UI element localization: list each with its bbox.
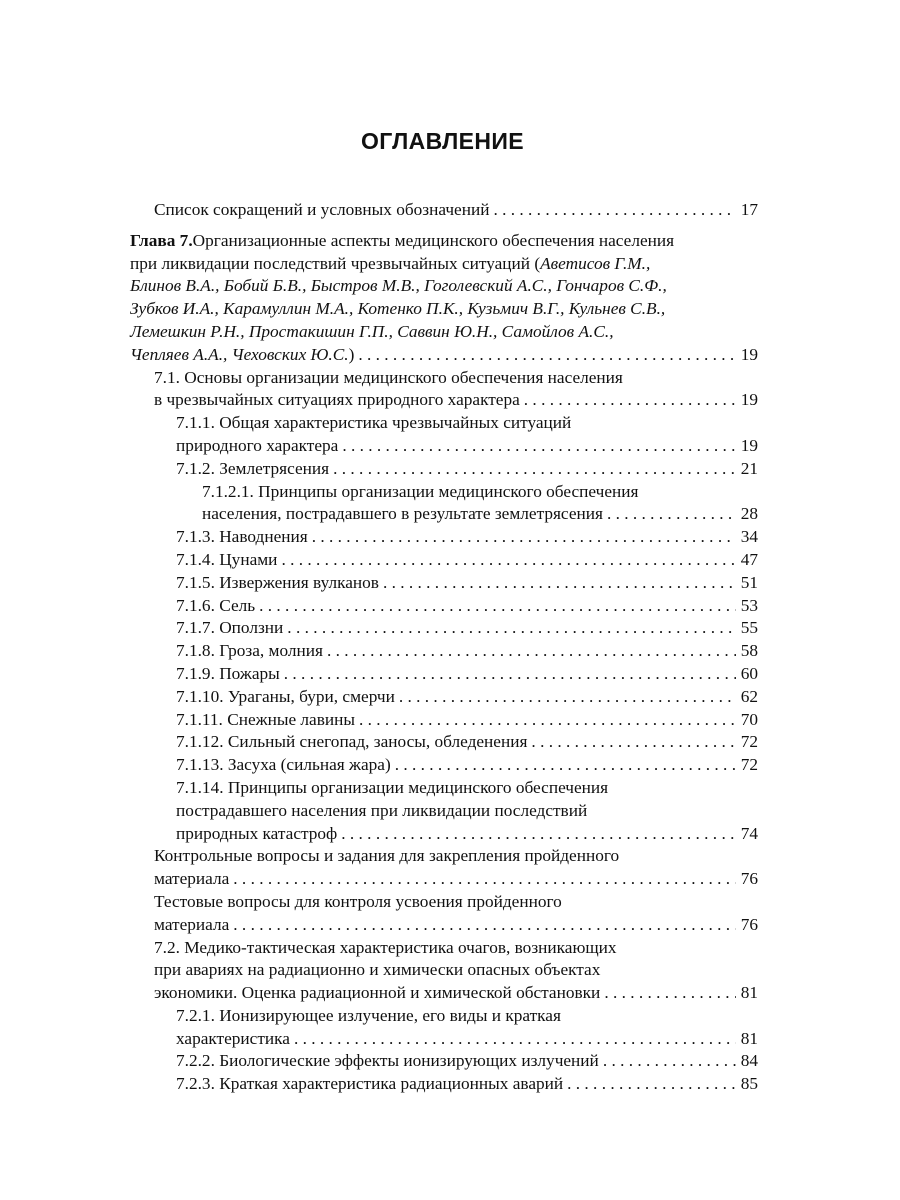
toc-entry-title: Список сокращений и условных обозначений	[154, 200, 490, 219]
toc-entry-7-1-2-1[interactable]	[130, 481, 758, 527]
toc-entry-title: характеристика	[176, 1028, 290, 1048]
leader-dots	[524, 389, 736, 412]
leader-dots	[395, 754, 736, 777]
toc-entry-title: 7.1.11. Снежные лавины	[176, 709, 355, 729]
toc-entry-title: 7.1.4. Цунами	[176, 549, 278, 569]
toc-entry-title: 7.1.7. Оползни	[176, 618, 284, 638]
toc-entry-title: Контрольные вопросы и задания для закрепления пройденного	[154, 846, 620, 866]
toc-entry-title: 7.1.14. Принципы организации медицинского обеспечения	[176, 777, 609, 797]
chapter-title: Организационные аспекты медицинского обеспечения населения	[192, 230, 675, 250]
chapter-authors: Чепляев А.А., Чеховских Ю.С.	[130, 344, 349, 364]
toc-entry-7-1-10[interactable]	[130, 686, 758, 709]
leader-dots	[287, 617, 736, 640]
toc-entry-title: 7.1.3. Наводнения	[176, 527, 308, 547]
toc-page-number: 53	[740, 595, 758, 615]
chapter-authors: Зубков И.А., Карамуллин М.А., Котенко П.К., Кузьмич В.Г., Кульнев С.В.,	[130, 299, 666, 319]
toc-entry-7-1-8[interactable]	[130, 640, 758, 663]
toc-page-number: 84	[740, 1051, 758, 1071]
toc-page-number: 19	[740, 344, 758, 364]
toc-entry-7-1-1[interactable]	[130, 412, 758, 458]
leader-dots	[294, 1028, 736, 1051]
toc-entry-7-1-12[interactable]	[130, 731, 758, 754]
leader-dots	[281, 549, 736, 572]
toc-entry-title: 7.2.3. Краткая характеристика радиационных аварий	[176, 1074, 564, 1094]
toc-entry-title: пострадавшего населения при ликвидации последствий	[176, 800, 588, 820]
toc-page-number: 72	[740, 732, 758, 752]
leader-dots	[284, 663, 736, 686]
page-title: ОГЛАВЛЕНИЕ	[360, 128, 525, 154]
toc-page-number: 76	[740, 869, 758, 889]
toc-entry-title: 7.1.12. Сильный снегопад, заносы, обледенения	[176, 732, 528, 752]
toc-entry-title: 7.1.10. Ураганы, бури, смерчи	[176, 686, 395, 706]
toc-entry-7-1-6[interactable]	[130, 595, 758, 618]
toc-entry-title: 7.1.2.1. Принципы организации медицинского обеспечения	[202, 481, 639, 501]
toc-entry-title: при авариях на радиационно и химически опасных объектах	[154, 960, 601, 980]
leader-dots	[312, 526, 736, 549]
chapter-authors: Аветисов Г.М.,	[540, 253, 651, 273]
toc-entry-7-1-13[interactable]	[130, 754, 758, 777]
leader-dots	[567, 1073, 736, 1096]
toc-entry-7-1-3[interactable]	[130, 526, 758, 549]
toc-entry-title: 7.2. Медико-тактическая характеристика очагов, возникающих	[154, 937, 617, 957]
leader-dots	[399, 686, 736, 709]
chapter-authors: Лемешкин Р.Н., Простакишин Г.П., Саввин Ю.Н., Самойлов А.С.,	[130, 321, 614, 341]
leader-dots	[341, 823, 736, 846]
toc-page-number: 76	[740, 914, 758, 934]
leader-dots	[233, 914, 736, 937]
toc-page-number: 21	[740, 458, 758, 478]
leader-dots	[342, 435, 736, 458]
toc-entry-title: 7.1.8. Гроза, молния	[176, 641, 323, 661]
toc-entry-7-2-3[interactable]	[130, 1073, 758, 1096]
toc-page-number: 60	[740, 663, 758, 683]
leader-dots	[233, 868, 736, 891]
toc-page-number: 74	[740, 823, 758, 843]
toc-entry-title: 7.1.2. Землетрясения	[176, 458, 330, 478]
toc-entry-title: материала	[154, 914, 230, 934]
toc-page-number: 34	[740, 527, 758, 547]
toc-page-number: 62	[740, 686, 758, 706]
toc-entry-title: 7.1.5. Извержения вулканов	[176, 572, 379, 592]
toc-page-number: 85	[740, 1074, 758, 1094]
toc-entry-title: населения, пострадавшего в результате землетрясения	[202, 504, 603, 524]
toc-entry-title: Тестовые вопросы для контроля усвоения пройденного	[154, 891, 562, 911]
toc-entry-title: природных катастроф	[176, 823, 338, 843]
toc-entry-abbreviations[interactable]	[130, 199, 758, 222]
toc-page-number: 19	[740, 390, 758, 410]
toc-entry-title: 7.1.6. Сель	[176, 595, 256, 615]
toc-page-number: 28	[740, 504, 758, 524]
toc-entry-7-2-1[interactable]	[130, 1005, 758, 1051]
toc-page-number: 70	[740, 709, 758, 729]
toc-entry-7-1-9[interactable]	[130, 663, 758, 686]
leader-dots	[531, 731, 736, 754]
toc-entry-7-2[interactable]	[130, 937, 758, 1005]
leader-dots	[358, 344, 736, 367]
toc-page-number: 58	[740, 641, 758, 661]
toc-entry-7-2-2[interactable]	[130, 1050, 758, 1073]
toc-entry-title: 7.2.2. Биологические эффекты ионизирующих излучений	[176, 1051, 599, 1071]
toc-entry-title: 7.1. Основы организации медицинского обеспечения населения	[154, 367, 623, 387]
leader-dots	[493, 199, 736, 222]
toc-page-number: 51	[740, 572, 758, 592]
chapter-title: при ликвидации последствий чрезвычайных ситуаций (	[130, 253, 541, 273]
toc-page-number: 81	[740, 1028, 758, 1048]
toc-entry-title: 7.1.1. Общая характеристика чрезвычайных ситуаций	[176, 413, 572, 433]
leader-dots	[383, 572, 736, 595]
toc-entry-7-1-2[interactable]	[130, 458, 758, 481]
toc-entry-title: природного характера	[176, 435, 339, 455]
toc-entry-control-questions[interactable]	[130, 845, 758, 891]
toc-entry-title: 7.1.9. Пожары	[176, 663, 280, 683]
toc-entry-title: материала	[154, 869, 230, 889]
toc-entry-7-1-11[interactable]	[130, 709, 758, 732]
toc-entry-7-1-14[interactable]	[130, 777, 758, 845]
toc-entry-7-1-5[interactable]	[130, 572, 758, 595]
table-of-contents	[130, 199, 758, 1096]
toc-entry-title: в чрезвычайных ситуациях природного характера	[154, 390, 520, 410]
toc-entry-title: экономики. Оценка радиационной и химической обстановки	[154, 983, 601, 1003]
toc-page-number: 47	[740, 549, 758, 569]
toc-page-number: 19	[740, 435, 758, 455]
toc-entry-7-1[interactable]	[130, 367, 758, 413]
leader-dots	[603, 1050, 736, 1073]
leader-dots	[607, 503, 736, 526]
toc-page-number: 81	[740, 983, 758, 1003]
toc-entry-7-1-7[interactable]	[130, 617, 758, 640]
toc-page-number: 72	[740, 755, 758, 775]
toc-entry-test-questions[interactable]	[130, 891, 758, 937]
toc-page-number: 17	[740, 200, 758, 219]
toc-entry-7-1-4[interactable]	[130, 549, 758, 572]
toc-entry-title: 7.2.1. Ионизирующее излучение, его виды и краткая	[176, 1005, 561, 1025]
leader-dots	[259, 595, 736, 618]
closing-paren: )	[348, 344, 355, 364]
chapter-label: Глава 7.	[130, 230, 193, 250]
leader-dots	[359, 709, 736, 732]
toc-entry-title: 7.1.13. Засуха (сильная жара)	[176, 755, 391, 775]
leader-dots	[604, 982, 736, 1005]
chapter-authors: Блинов В.А., Бобий Б.В., Быстров М.В., Гоголевский А.С., Гончаров С.Ф.,	[130, 276, 667, 296]
toc-page-number: 55	[740, 618, 758, 638]
leader-dots	[327, 640, 736, 663]
toc-entry-chapter-7[interactable]	[130, 230, 758, 367]
leader-dots	[333, 458, 736, 481]
